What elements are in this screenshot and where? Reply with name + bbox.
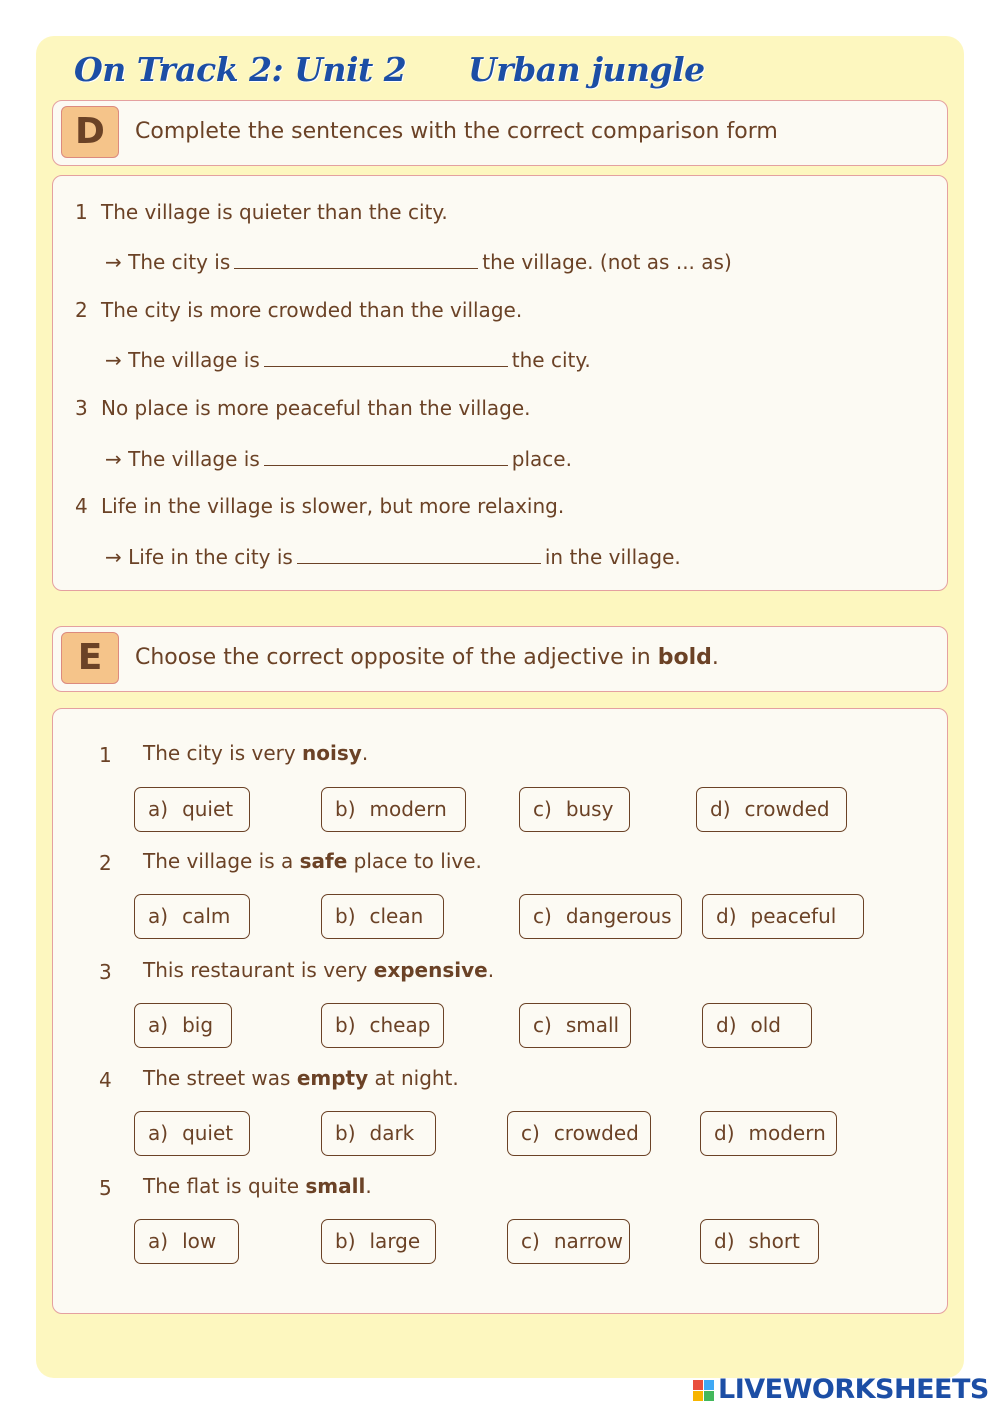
d-answer-prefix: → The village is bbox=[105, 348, 260, 372]
section-d-exercise bbox=[52, 175, 948, 591]
e-option[interactable] bbox=[321, 894, 444, 939]
e-option-letter: d) bbox=[716, 904, 737, 928]
e-question-number: 5 bbox=[99, 1176, 112, 1200]
e-option-letter: b) bbox=[335, 1121, 356, 1145]
e-option-text: dangerous bbox=[565, 904, 672, 928]
section-e-instruction-bold: bold bbox=[657, 645, 712, 670]
e-question-bold-word: expensive bbox=[373, 958, 488, 982]
e-option-text: busy bbox=[565, 797, 614, 821]
e-option[interactable] bbox=[134, 1219, 239, 1264]
e-option[interactable] bbox=[507, 1111, 651, 1156]
e-option-letter: c) bbox=[533, 904, 552, 928]
e-question-text bbox=[143, 741, 368, 765]
e-option-letter: b) bbox=[335, 1013, 356, 1037]
e-option[interactable] bbox=[696, 787, 847, 832]
e-question-number: 3 bbox=[99, 960, 112, 984]
e-option[interactable] bbox=[519, 894, 682, 939]
e-option-text: calm bbox=[182, 904, 231, 928]
e-option[interactable] bbox=[519, 1003, 631, 1048]
section-d-instruction: Complete the sentences with the correct comparison form bbox=[135, 119, 778, 144]
d-answer-line bbox=[105, 347, 591, 372]
e-option-letter: d) bbox=[716, 1013, 737, 1037]
e-option-letter: d) bbox=[710, 797, 731, 821]
e-option-text: short bbox=[748, 1229, 800, 1253]
e-option-text: big bbox=[182, 1013, 214, 1037]
e-option-text: dark bbox=[369, 1121, 415, 1145]
section-e-exercise bbox=[52, 708, 948, 1314]
d-question bbox=[75, 396, 531, 420]
e-option[interactable] bbox=[134, 787, 250, 832]
d-question-sentence: The city is more crowded than the village. bbox=[101, 298, 523, 322]
e-option-text: large bbox=[369, 1229, 421, 1253]
e-question-before: The flat is quite bbox=[143, 1174, 300, 1198]
e-option[interactable] bbox=[321, 787, 466, 832]
e-option-text: crowded bbox=[744, 797, 830, 821]
section-d-header bbox=[52, 100, 948, 166]
worksheet-subtitle: Urban jungle bbox=[468, 50, 705, 89]
d-question-number: 4 bbox=[75, 494, 88, 518]
e-option-text: clean bbox=[369, 904, 424, 928]
d-answer-suffix: the village. (not as ... as) bbox=[482, 250, 732, 274]
e-option[interactable] bbox=[134, 894, 250, 939]
logo-square bbox=[693, 1391, 703, 1401]
e-question-bold-word: small bbox=[305, 1174, 366, 1198]
e-question-before: This restaurant is very bbox=[143, 958, 368, 982]
e-option-text: old bbox=[750, 1013, 781, 1037]
d-question bbox=[75, 200, 448, 224]
liveworksheets-logo-icon bbox=[693, 1380, 715, 1402]
e-option-letter: a) bbox=[148, 1013, 169, 1037]
e-option-letter: c) bbox=[521, 1229, 540, 1253]
d-answer-blank[interactable] bbox=[264, 347, 508, 367]
d-question-number: 2 bbox=[75, 298, 88, 322]
d-answer-line bbox=[105, 249, 732, 274]
e-option[interactable] bbox=[321, 1219, 436, 1264]
e-option-letter: d) bbox=[714, 1121, 735, 1145]
logo-square bbox=[693, 1380, 703, 1390]
d-answer-blank[interactable] bbox=[264, 446, 508, 466]
e-option[interactable] bbox=[134, 1003, 232, 1048]
e-option-letter: d) bbox=[714, 1229, 735, 1253]
e-question-after: . bbox=[361, 741, 369, 765]
d-answer-suffix: the city. bbox=[511, 348, 591, 372]
e-question-bold-word: noisy bbox=[302, 741, 362, 765]
d-question-sentence: The village is quieter than the city. bbox=[101, 200, 448, 224]
e-option-text: small bbox=[565, 1013, 620, 1037]
e-option-text: cheap bbox=[369, 1013, 431, 1037]
worksheet-title: On Track 2: Unit 2 bbox=[74, 50, 407, 89]
e-option[interactable] bbox=[702, 894, 864, 939]
e-option-text: modern bbox=[369, 797, 447, 821]
d-question-sentence: No place is more peaceful than the village. bbox=[101, 396, 531, 420]
e-option-letter: b) bbox=[335, 904, 356, 928]
d-question-number: 1 bbox=[75, 200, 88, 224]
e-question-bold-word: empty bbox=[296, 1066, 369, 1090]
e-question-text bbox=[143, 958, 494, 982]
e-option-letter: a) bbox=[148, 1229, 169, 1253]
e-question-after: . bbox=[487, 958, 495, 982]
e-option-letter: b) bbox=[335, 1229, 356, 1253]
e-option-letter: c) bbox=[533, 797, 552, 821]
e-option-letter: a) bbox=[148, 904, 169, 928]
e-option-text: quiet bbox=[182, 797, 234, 821]
logo-square bbox=[704, 1391, 714, 1401]
d-question-number: 3 bbox=[75, 396, 88, 420]
e-question-before: The city is very bbox=[143, 741, 296, 765]
e-question-before: The street was bbox=[143, 1066, 291, 1090]
e-question-after: . bbox=[365, 1174, 372, 1198]
section-e-instruction-text: Choose the correct opposite of the adjective in bbox=[135, 645, 651, 670]
e-option-letter: a) bbox=[148, 1121, 169, 1145]
e-option-letter: b) bbox=[335, 797, 356, 821]
d-question bbox=[75, 494, 564, 518]
e-option[interactable] bbox=[321, 1111, 436, 1156]
d-answer-prefix: → The city is bbox=[105, 250, 231, 274]
e-option-text: low bbox=[182, 1229, 217, 1253]
e-question-before: The village is a bbox=[143, 849, 294, 873]
e-question-number: 1 bbox=[99, 743, 112, 767]
section-e-instruction-end: . bbox=[711, 645, 719, 670]
e-question-after: place to live. bbox=[353, 849, 482, 873]
e-question-bold-word: safe bbox=[299, 849, 348, 873]
e-option-text: narrow bbox=[553, 1229, 623, 1253]
e-option[interactable] bbox=[700, 1219, 819, 1264]
e-option[interactable] bbox=[700, 1111, 837, 1156]
d-answer-blank[interactable] bbox=[234, 249, 478, 269]
e-question-number: 4 bbox=[99, 1068, 112, 1092]
liveworksheets-logo-text: LIVEWORKSHEETS bbox=[718, 1374, 989, 1405]
e-option[interactable] bbox=[702, 1003, 812, 1048]
e-option-letter: c) bbox=[533, 1013, 552, 1037]
e-option[interactable] bbox=[519, 787, 630, 832]
d-answer-suffix: in the village. bbox=[544, 545, 681, 569]
e-option-text: modern bbox=[748, 1121, 826, 1145]
d-answer-line bbox=[105, 544, 681, 569]
e-option-text: peaceful bbox=[750, 904, 837, 928]
d-answer-suffix: place. bbox=[511, 447, 572, 471]
e-option-text: quiet bbox=[182, 1121, 234, 1145]
d-answer-prefix: → The village is bbox=[105, 447, 260, 471]
section-e-header bbox=[52, 626, 948, 692]
d-answer-blank[interactable] bbox=[297, 544, 541, 564]
section-e-instruction bbox=[135, 627, 719, 689]
section-e-badge: E bbox=[61, 632, 119, 684]
d-answer-line bbox=[105, 446, 572, 471]
e-question-after: at night. bbox=[374, 1066, 459, 1090]
e-option-letter: a) bbox=[148, 797, 169, 821]
e-question-text bbox=[143, 849, 482, 873]
d-answer-prefix: → Life in the city is bbox=[105, 545, 293, 569]
logo-square bbox=[704, 1380, 714, 1390]
e-option-letter: c) bbox=[521, 1121, 540, 1145]
e-option[interactable] bbox=[321, 1003, 444, 1048]
e-option[interactable] bbox=[134, 1111, 250, 1156]
e-option-text: crowded bbox=[553, 1121, 639, 1145]
d-question bbox=[75, 298, 522, 322]
e-option[interactable] bbox=[507, 1219, 630, 1264]
section-d-badge: D bbox=[61, 106, 119, 158]
e-question-text bbox=[143, 1174, 372, 1198]
e-question-number: 2 bbox=[99, 851, 112, 875]
d-question-sentence: Life in the village is slower, but more relaxing. bbox=[101, 494, 565, 518]
e-question-text bbox=[143, 1066, 459, 1090]
